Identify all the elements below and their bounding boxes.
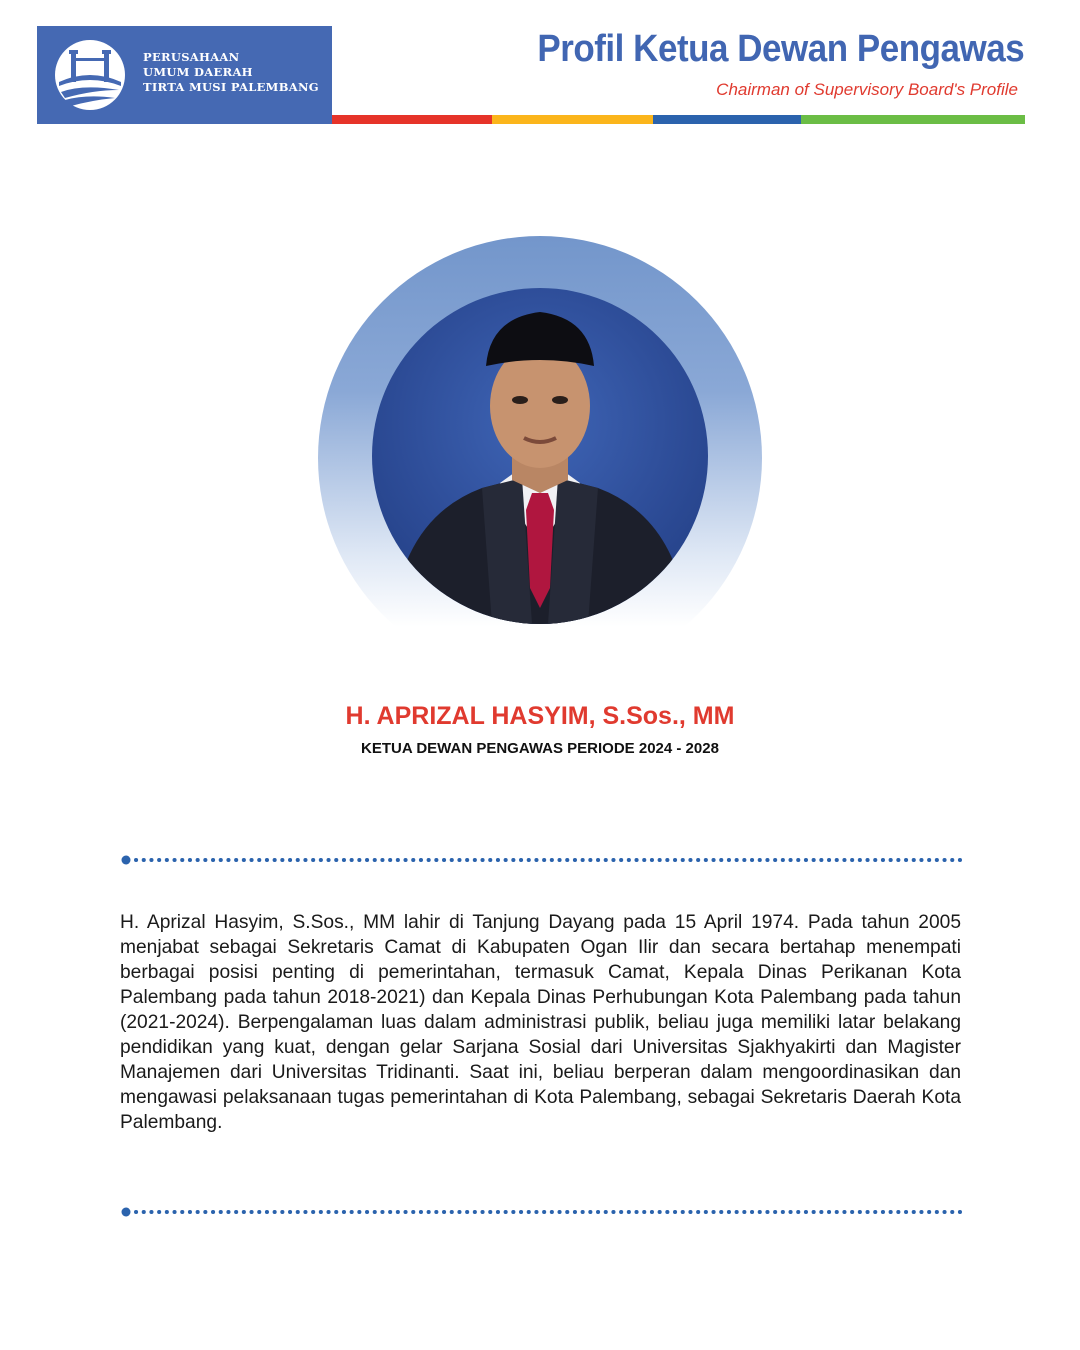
company-name-line: UMUM DAERAH: [143, 65, 253, 79]
company-name: [143, 50, 319, 95]
company-logo-block: [37, 26, 332, 124]
color-stripe-red: [332, 115, 492, 124]
person-position: KETUA DEWAN PENGAWAS PERIODE 2024 - 2028: [361, 740, 719, 757]
person-portrait-image: [372, 288, 708, 624]
company-name-line: TIRTA MUSI PALEMBANG: [143, 80, 319, 94]
page-subtitle: Chairman of Supervisory Board's Profile: [716, 80, 1018, 99]
color-stripe-blue: [653, 115, 801, 124]
dotted-divider-top: [120, 854, 962, 866]
company-name-line: PERUSAHAAN: [143, 50, 240, 64]
page-title: Profil Ketua Dewan Pengawas: [537, 28, 1024, 70]
portrait-photo: [372, 288, 708, 624]
person-name: H. APRIZAL HASYIM, S.Sos., MM: [345, 702, 735, 730]
color-stripe-green: [801, 115, 1025, 124]
dotted-divider-bottom: [120, 1206, 962, 1218]
tirta-musi-logo-icon: [53, 38, 127, 112]
biography-text: H. Aprizal Hasyim, S.Sos., MM lahir di Tanjung Dayang pada 15 April 1974. Pada tahun 2005 menjabat sebagai Sekretaris Camat di Kabupaten Ogan Ilir dan secara bertahap menempati berbagai posisi penting di pemerintahan, termasuk Camat, Kepala Dinas Perikanan Kota Palembang pada tahun 2018-2021) dan Kepala Dinas Perhubungan Kota Palembang pada tahun (2021-2024). Berpengalaman luas dalam administrasi publik, beliau juga memiliki latar belakang pendidikan yang kuat, dengan gelar Sarjana Sosial dari Universitas Sjakhyakirti dan Magister Manajemen dari Universitas Tridinanti. Saat ini, beliau berperan dalam mengoordinasikan dan mengawasi pelaksanaan tugas pemerintahan di Kota Palembang, sebagai Sekretaris Daerah Kota Palembang.: [120, 912, 961, 1133]
color-stripe-yellow: [492, 115, 653, 124]
